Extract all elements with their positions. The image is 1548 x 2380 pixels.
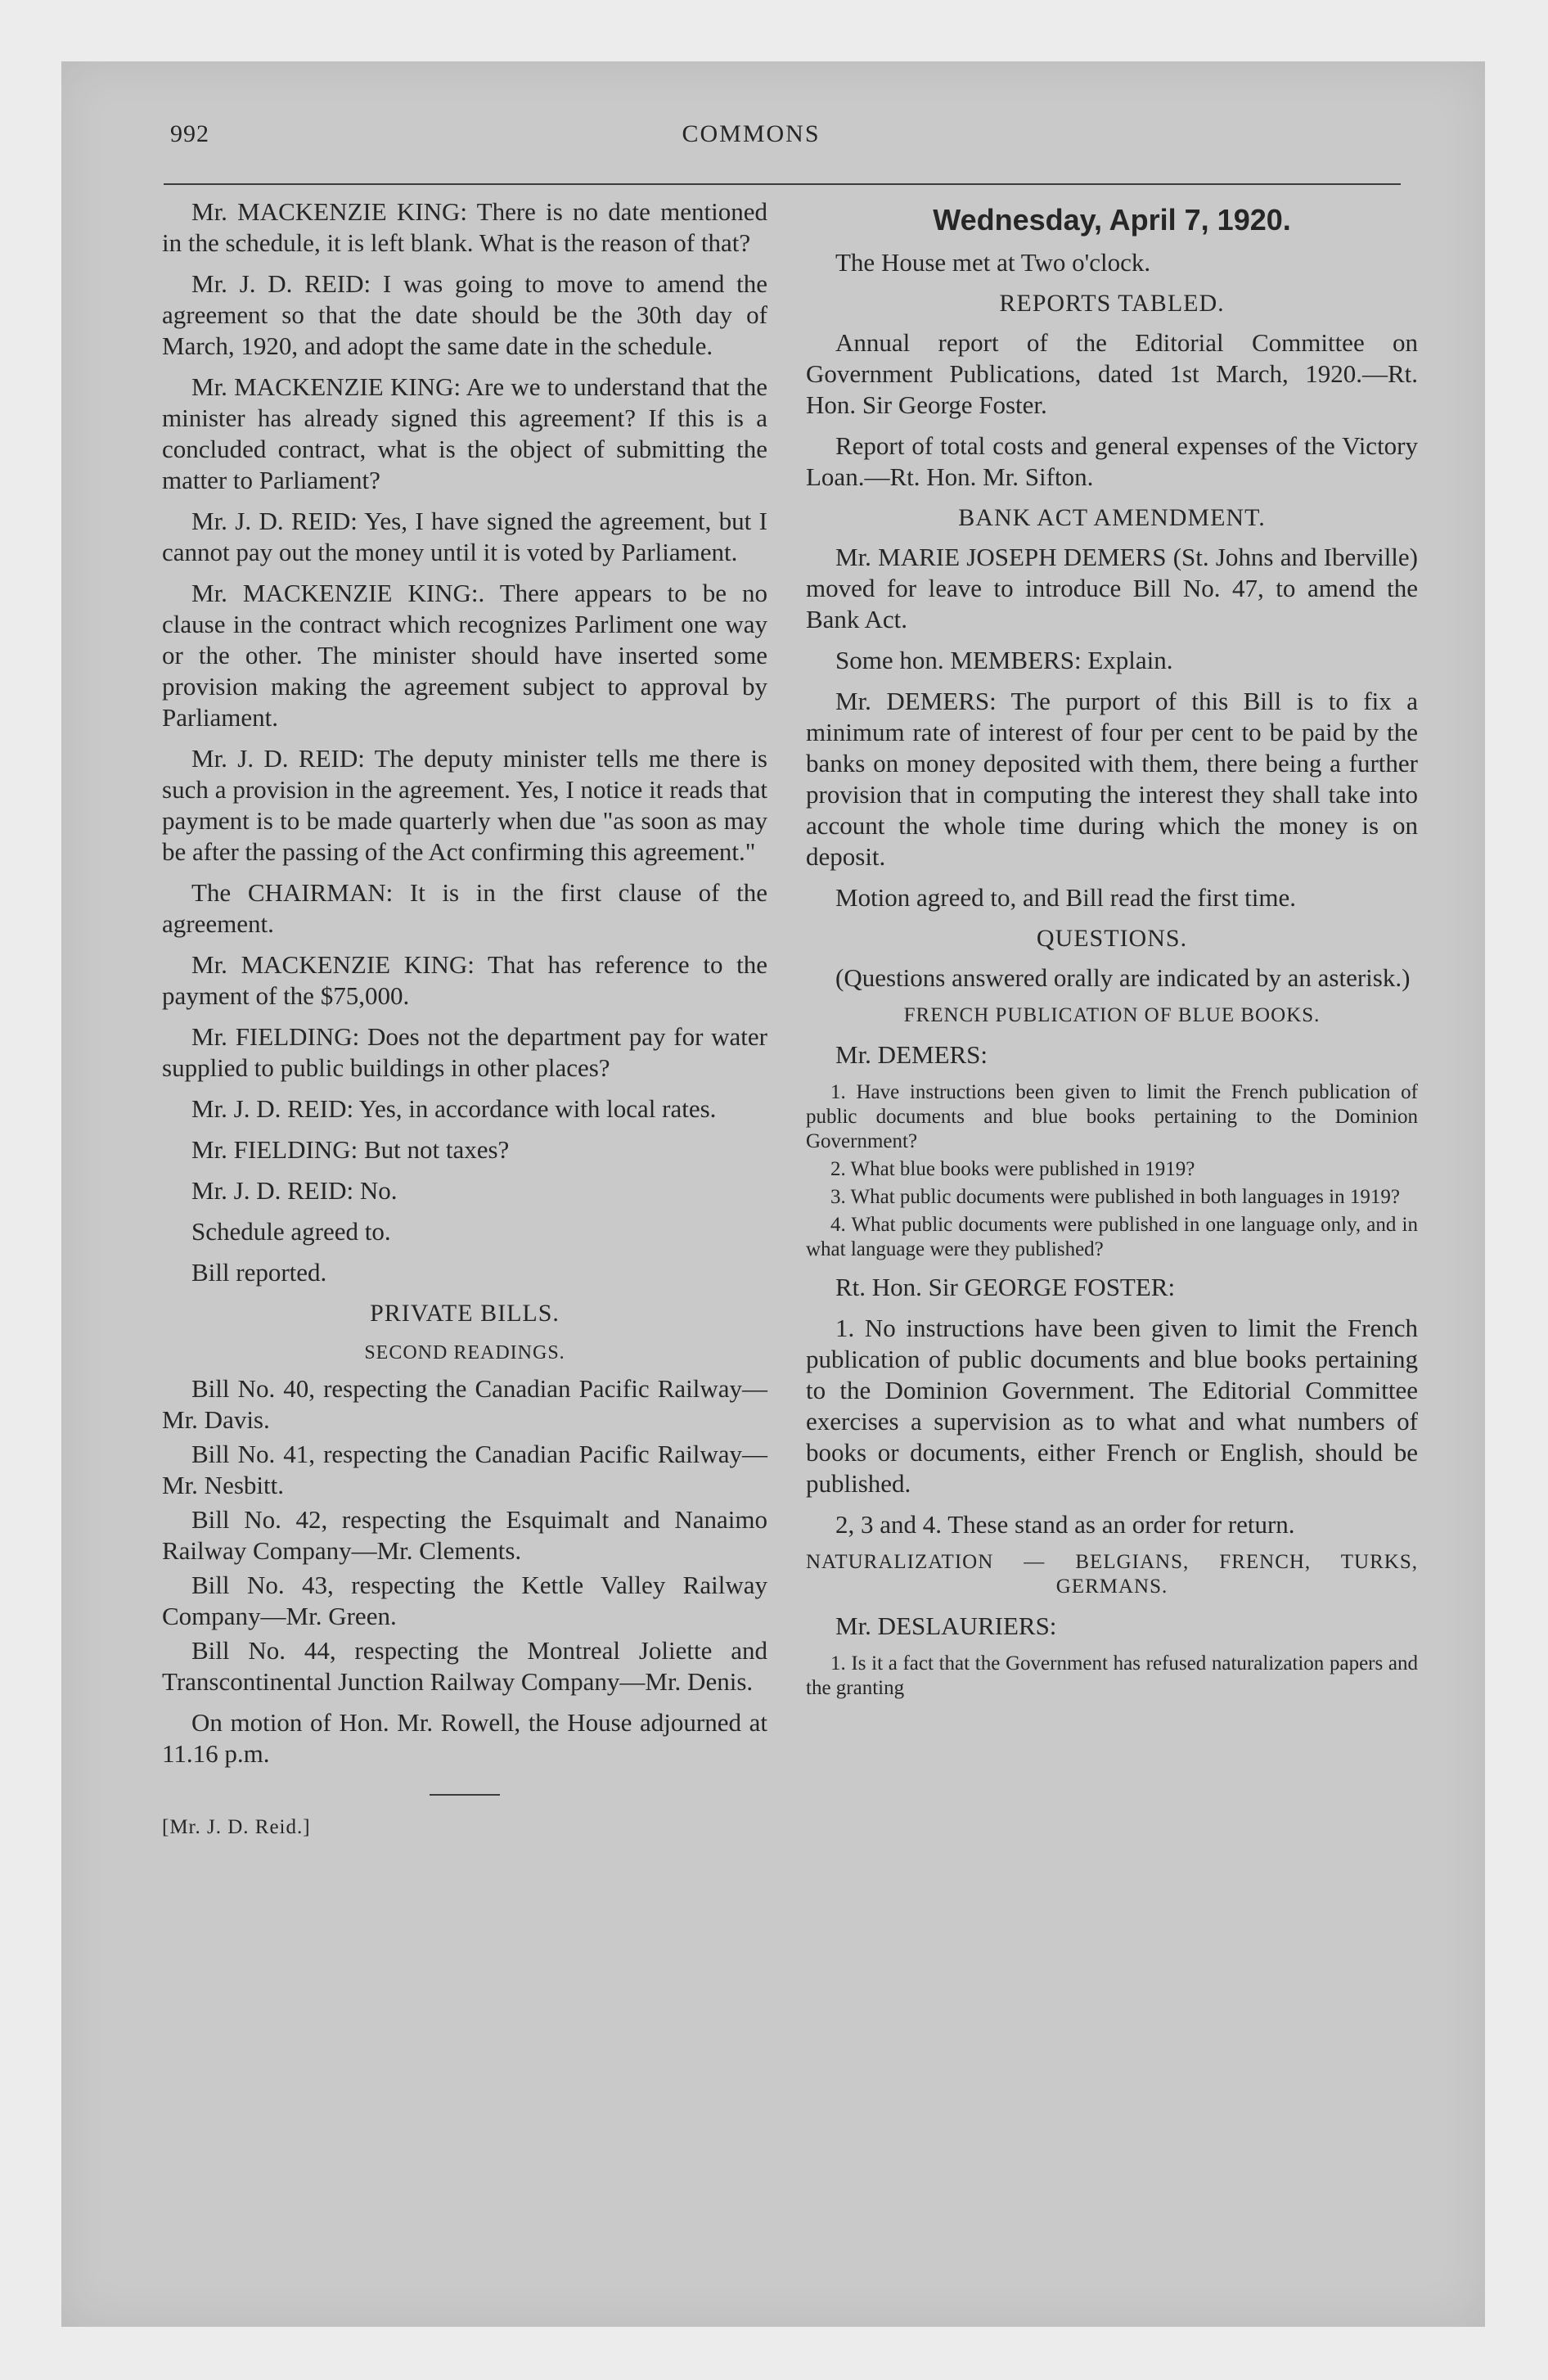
page-header [105, 120, 1397, 153]
paragraph: Mr. J. D. REID: Yes, in accordance with local rates. [191, 1094, 717, 1123]
paragraph: Schedule agreed to. [191, 1217, 391, 1246]
subheading-second-readings: SECOND READINGS. [364, 1342, 565, 1364]
page-title: COMMONS [682, 120, 821, 147]
bill-entry: Bill No. 41, respecting the Canadian Pacific Railway—Mr. Nesbitt. [162, 1440, 767, 1499]
paragraph: Mr. FIELDING: But not taxes? [191, 1135, 510, 1164]
header-rule [164, 183, 1401, 185]
paragraph: Report of total costs and general expenses of the Victory Loan.—Rt. Hon. Mr. Sifton. [806, 431, 1418, 491]
question-heading-naturalization: NATURALIZATION — BELGIANS, FRENCH, TURKS, GERMANS. [806, 1551, 1418, 1598]
question-list [806, 1652, 1418, 1701]
paragraph: Bill reported. [191, 1258, 327, 1287]
paragraph: Mr. MACKENZIE KING: That has reference to the payment of the $75,000. [162, 950, 767, 1010]
page-number: 992 [170, 120, 209, 147]
paragraph: (Questions answered orally are indicated by an asterisk.) [835, 963, 1411, 992]
footer-rule [430, 1794, 500, 1796]
paragraph: Motion agreed to, and Bill read the first time. [835, 883, 1297, 912]
question-item: 4. What public documents were published in one language only, and in what language were they published? [806, 1214, 1418, 1260]
section-heading-questions: QUESTIONS. [1036, 925, 1188, 952]
paragraph: The CHAIRMAN: It is in the first clause of the agreement. [162, 878, 767, 938]
paragraph: Mr. MACKENZIE KING: There is no date mentioned in the schedule, it is left blank. What is the reason of that? [162, 197, 767, 257]
bill-entry: Bill No. 44, respecting the Montreal Joliette and Transcontinental Junction Railway Company—Mr. Denis. [162, 1636, 767, 1696]
paragraph: Mr. MACKENZIE KING:. There appears to be no clause in the contract which recognizes Parliment one way or the other. The minister should have inserted some provision making the agreement subject to approval by Parliament. [162, 579, 767, 732]
bill-entry: Bill No. 42, respecting the Esquimalt and Nanaimo Railway Company—Mr. Clements. [162, 1505, 767, 1565]
paragraph: 1. No instructions have been given to limit the French publication of public documents and blue books pertaining to the Dominion Government. The Editorial Committee exercises a supervision as to what and what numbers of books or documents, either French or English, should be published. [806, 1314, 1418, 1498]
question-item: 2. What blue books were published in 1919? [830, 1158, 1195, 1180]
paragraph: Some hon. MEMBERS: Explain. [835, 646, 1173, 674]
paragraph: Annual report of the Editorial Committee on Government Publications, dated 1st March, 1920.—Rt. Hon. Sir George Foster. [806, 328, 1418, 419]
question-item: 3. What public documents were published in both languages in 1919? [830, 1186, 1400, 1208]
paragraph: Mr. J. D. REID: No. [191, 1176, 398, 1205]
paragraph: Mr. MARIE JOSEPH DEMERS (St. Johns and Iberville) moved for leave to introduce Bill No. 47, to amend the Bank Act. [806, 543, 1418, 633]
bill-entry: Bill No. 40, respecting the Canadian Pacific Railway—Mr. Davis. [162, 1374, 767, 1434]
paragraph: Mr. J. D. REID: I was going to move to amend the agreement so that the date should be the 30th day of March, 1920, and adopt the same date in the schedule. [162, 269, 767, 360]
paragraph: Mr. J. D. REID: Yes, I have signed the agreement, but I cannot pay out the money until it is voted by Parliament. [162, 507, 767, 566]
paragraph: Mr. DEMERS: The purport of this Bill is to fix a minimum rate of interest of four per cent to be paid by the banks on money deposited with them, there being a further provision that in computing the interest they shall take into account the whole time during which the money is on deposit. [806, 687, 1418, 871]
speaker-line: Rt. Hon. Sir GEORGE FOSTER: [835, 1273, 1176, 1301]
paragraph-adjournment: On motion of Hon. Mr. Rowell, the House adjourned at 11.16 p.m. [162, 1708, 767, 1768]
question-list [806, 1080, 1418, 1262]
left-column [162, 196, 767, 1843]
paragraph: Mr. FIELDING: Does not the department pay for water supplied to public buildings in other places? [162, 1022, 767, 1082]
paragraph: Mr. J. D. REID: The deputy minister tells me there is such a provision in the agreement. Yes, I notice it reads that payment is to be made quarterly when due "as soon as may be after the passing of the Act confirming this agreement." [162, 744, 767, 866]
question-item: 1. Is it a fact that the Government has refused naturalization papers and the granting [806, 1652, 1418, 1699]
paragraph: The House met at Two o'clock. [835, 248, 1151, 277]
paragraph: 2, 3 and 4. These stand as an order for return. [835, 1510, 1295, 1539]
speaker-line: Mr. DESLAURIERS: [835, 1611, 1057, 1640]
section-heading-reports: REPORTS TABLED. [999, 290, 1225, 317]
bill-entry: Bill No. 43, respecting the Kettle Valley Railway Company—Mr. Green. [162, 1571, 767, 1630]
paragraph: Mr. MACKENZIE KING: Are we to understand that the minister has already signed this agreement? If this is a concluded contract, what is the object of submitting the matter to Parliament? [162, 372, 767, 494]
question-heading-french-publication: FRENCH PUBLICATION OF BLUE BOOKS. [903, 1004, 1321, 1026]
page-footer: [Mr. J. D. Reid.] [162, 1816, 311, 1838]
right-column [806, 196, 1418, 1704]
sitting-date: Wednesday, April 7, 1920. [933, 203, 1291, 237]
section-heading-private-bills: PRIVATE BILLS. [370, 1300, 560, 1327]
question-item: 1. Have instructions been given to limit the French publication of public documents and blue books pertaining to the Dominion Government? [806, 1081, 1418, 1152]
section-heading-bank-act: BANK ACT AMENDMENT. [958, 504, 1266, 531]
speaker-line: Mr. DEMERS: [835, 1040, 988, 1069]
